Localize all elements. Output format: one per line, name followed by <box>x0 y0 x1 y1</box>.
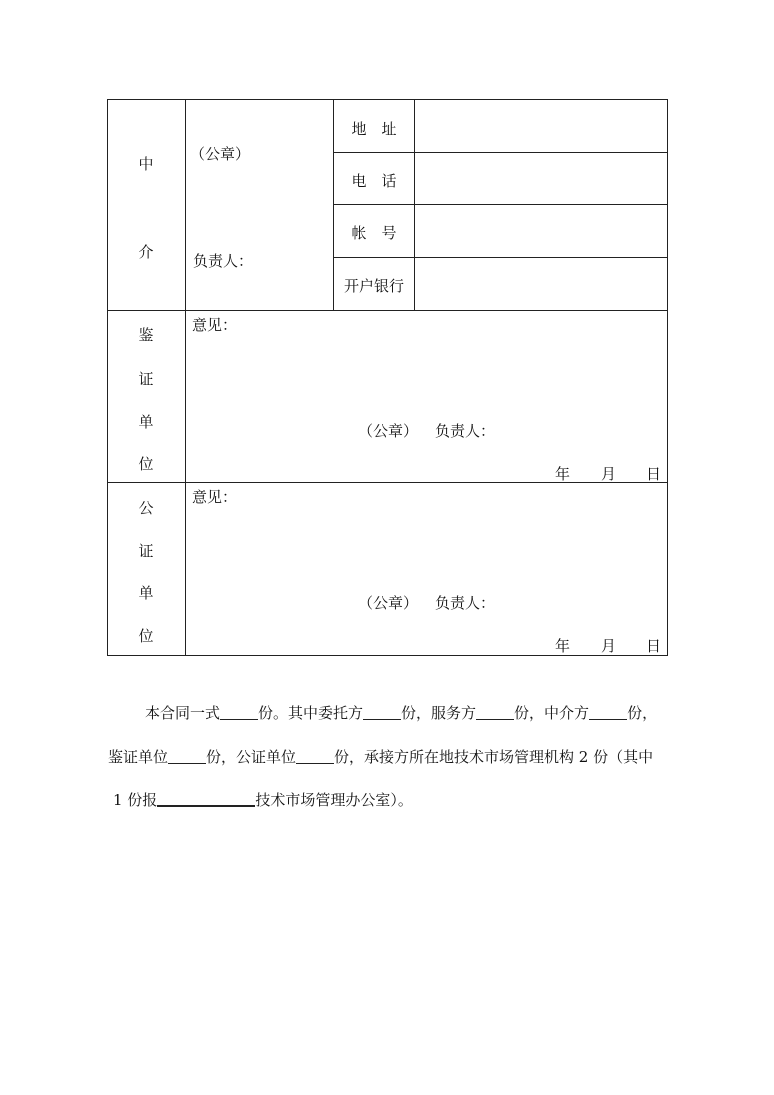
paragraph-text: 鉴证单位 <box>108 748 169 766</box>
paragraph-text: 份， <box>627 704 658 722</box>
gongzheng-seal: （公章） <box>358 594 419 612</box>
jianzheng-opinion: 意见： <box>192 316 238 334</box>
paragraph-text: 份，公证单位 <box>206 748 297 766</box>
paragraph-text: 份。其中委托方 <box>258 704 364 722</box>
paragraph-line-2 <box>108 746 653 767</box>
blank-line <box>168 749 206 764</box>
jianzheng-label-char-2: 证 <box>138 370 154 388</box>
table-border-bottom <box>107 655 668 656</box>
blank-line <box>157 791 255 807</box>
gongzheng-date-month: 月 <box>601 637 617 655</box>
gongzheng-label-char-4: 位 <box>138 627 154 645</box>
blank-line <box>220 705 258 720</box>
zhongjie-seal: （公章） <box>190 145 251 163</box>
field-row-divider-2 <box>333 204 667 205</box>
jianzheng-label-char-3: 单 <box>138 413 154 431</box>
blank-line <box>296 749 334 764</box>
paragraph-text: 本合同一式 <box>145 704 221 722</box>
zhongjie-label-top: 中 <box>138 155 154 173</box>
jianzheng-label-char-1: 鉴 <box>138 326 154 344</box>
jianzheng-date-year: 年 <box>555 465 571 483</box>
paragraph-line-3 <box>113 789 413 810</box>
gongzheng-label-char-3: 单 <box>138 584 154 602</box>
paragraph-text: 份，服务方 <box>401 704 477 722</box>
blank-line <box>476 705 514 720</box>
jianzheng-date-day: 日 <box>646 465 662 483</box>
gongzheng-date-day: 日 <box>646 637 662 655</box>
paragraph-line-1 <box>145 702 657 723</box>
section-divider-1 <box>107 310 668 311</box>
jianzheng-label-char-4: 位 <box>138 455 154 473</box>
paragraph-text: 技术市场管理办公室）。 <box>255 791 413 809</box>
gongzheng-person: 负责人： <box>435 594 496 612</box>
field-label-address: 地 址 <box>351 120 397 138</box>
zhongjie-label-bottom: 介 <box>138 243 154 261</box>
blank-line <box>363 705 401 720</box>
field-label-phone: 电 话 <box>351 172 397 190</box>
field-row-divider-3 <box>333 257 667 258</box>
jianzheng-person: 负责人： <box>435 422 496 440</box>
jianzheng-seal: （公章） <box>358 422 419 440</box>
table-border-top <box>107 99 668 100</box>
zhongjie-person: 负责人： <box>193 252 254 270</box>
gongzheng-opinion: 意见： <box>192 488 238 506</box>
gongzheng-date-year: 年 <box>555 637 571 655</box>
label-column-divider <box>185 99 186 656</box>
section-divider-2 <box>107 482 668 483</box>
table-border-right <box>667 99 668 656</box>
paragraph-text: 1 份报 <box>113 791 158 809</box>
field-label-bank: 开户银行 <box>343 277 404 295</box>
blank-line <box>589 705 627 720</box>
field-row-divider-1 <box>333 152 667 153</box>
jianzheng-date-month: 月 <box>601 465 617 483</box>
paragraph-text: 份，承接方所在地技术市场管理机构 2 份（其中 <box>334 748 654 766</box>
gongzheng-label-char-1: 公 <box>138 499 154 517</box>
paragraph-text: 份，中介方 <box>514 704 590 722</box>
gongzheng-label-char-2: 证 <box>138 542 154 560</box>
field-label-account: 帐 号 <box>351 224 397 242</box>
